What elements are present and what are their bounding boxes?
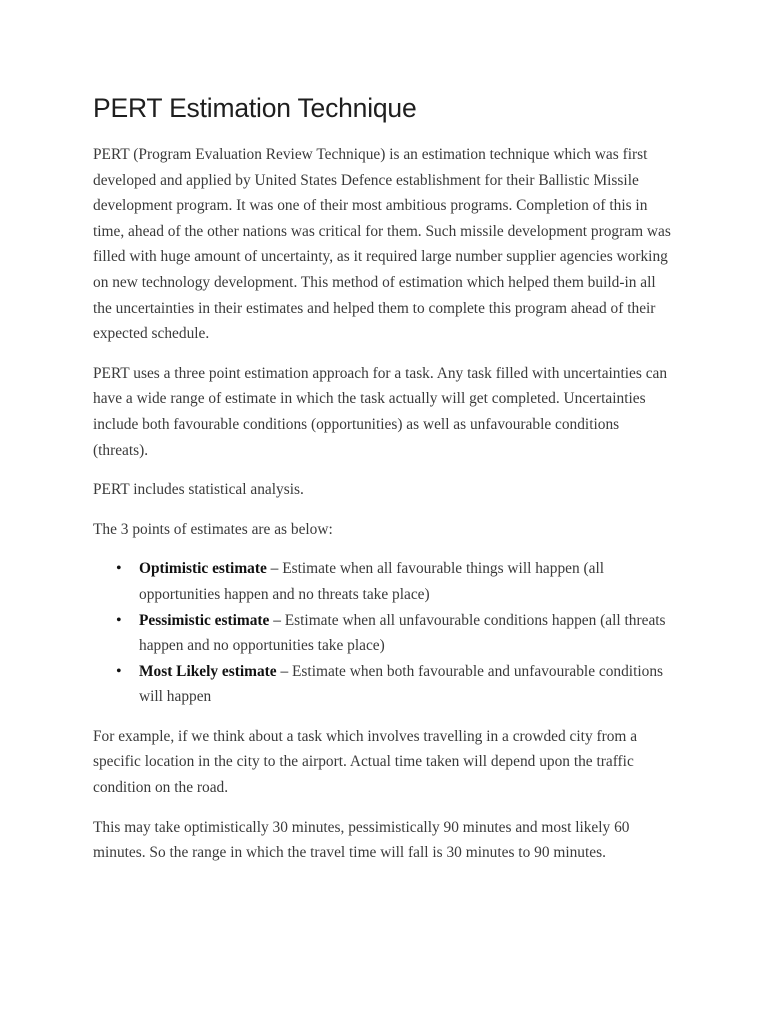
list-item-optimistic (116, 556, 678, 607)
estimates-list (93, 556, 678, 710)
list-item-most-likely (116, 659, 678, 710)
example-paragraph: For example, if we think about a task which involves travelling in a crowded city from a specific location in the city to the airport. Actual time taken will depend upon the traffic condition on the road. (93, 727, 638, 797)
document-page (93, 88, 678, 880)
travel-time-paragraph: This may take optimistically 30 minutes, pessimistically 90 minutes and most likely 60 minutes. So the range in which the travel time will fall is 30 minutes to 90 minutes. (93, 818, 630, 862)
estimate-description: Estimate when both favourable and unfavourable conditions will happen (139, 662, 664, 706)
estimate-term: Most Likely estimate (139, 662, 277, 680)
three-point-paragraph: PERT uses a three point estimation approach for a task. Any task filled with uncertainties can have a wide range of estimate in which the task actually will get completed. Uncertainties include both favourable conditions (opportunities) as well as unfavourable conditions (threats). (93, 364, 668, 459)
estimate-dash: – (276, 662, 293, 680)
statistical-analysis-paragraph: PERT includes statistical analysis. (93, 481, 304, 499)
estimate-dash: – (269, 611, 285, 629)
page-title: PERT Estimation Technique (93, 93, 417, 123)
estimate-description: Estimate when all unfavourable conditions happen (all threats happen and no opportunities take place) (139, 611, 666, 655)
estimate-term: Optimistic estimate (139, 560, 267, 578)
estimate-description: Estimate when all favourable things will happen (all opportunities happen and no threats take place) (139, 560, 605, 603)
estimate-term: Pessimistic estimate (139, 611, 270, 629)
intro-paragraph: PERT (Program Evaluation Review Technique) is an estimation technique which was first developed and applied by United States Defence establishment for their Ballistic Missile development program. It was one of their most ambitious programs. Completion of this in time, ahead of the other nations was critical for them. Such missile development program was filled with huge amount of uncertainty, as it required large number supplier agencies working on new technology development. This method of estimation which helped them build-in all the uncertainties in their estimates and helped them to complete this program ahead of their expected schedule. (93, 146, 671, 343)
estimate-dash: – (266, 560, 283, 578)
bullet-icon: • (116, 662, 122, 680)
bullet-icon: • (116, 611, 122, 629)
list-item-pessimistic (116, 608, 678, 659)
estimates-lead-paragraph: The 3 points of estimates are as below: (93, 520, 333, 538)
bullet-icon: • (116, 560, 122, 578)
